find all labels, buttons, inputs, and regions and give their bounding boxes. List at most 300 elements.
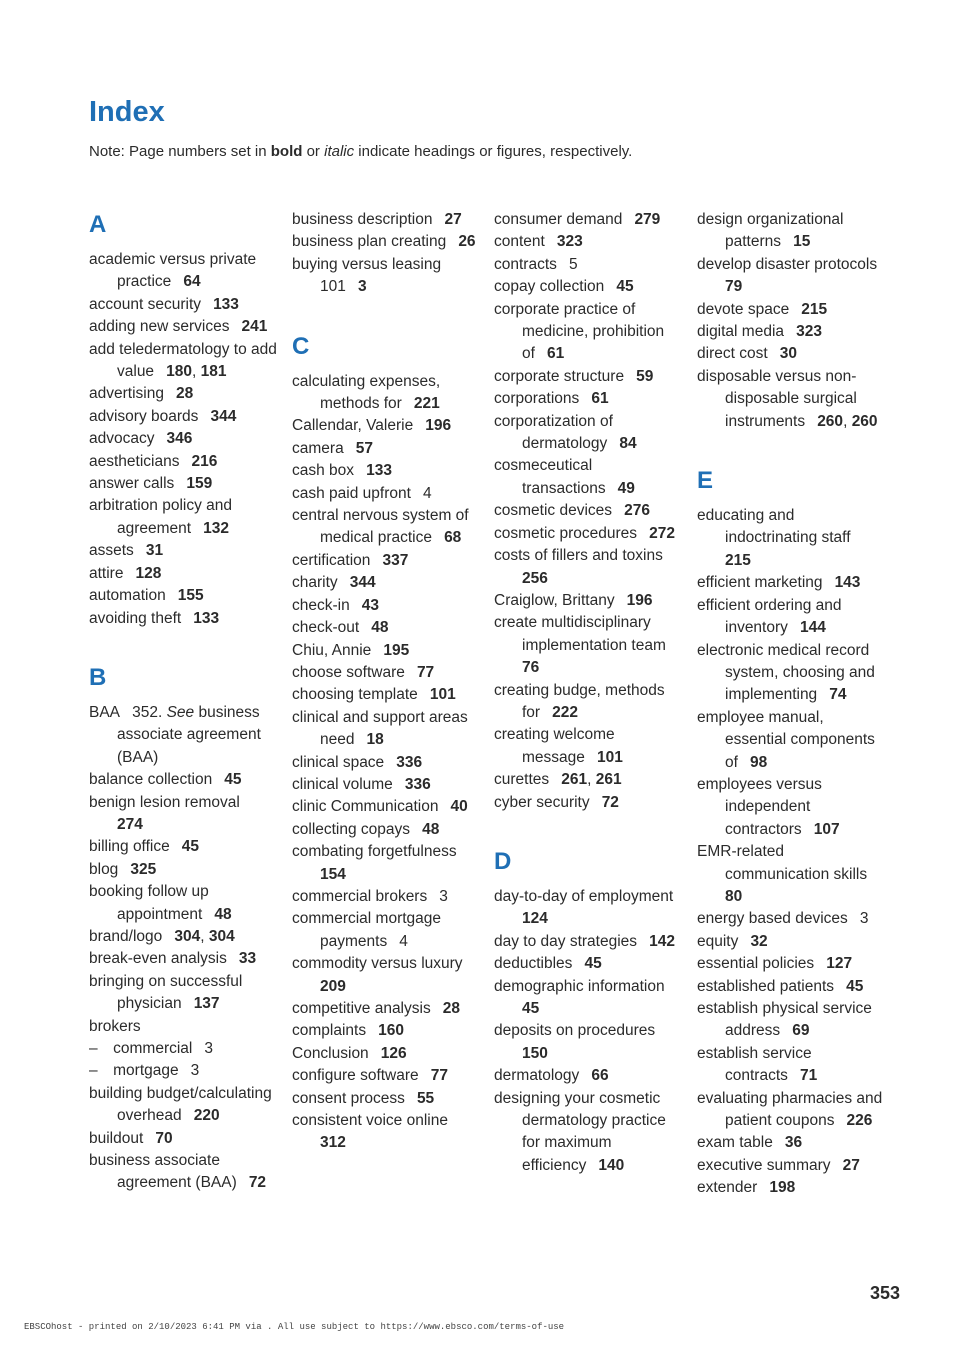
index-entry	[494, 545, 682, 590]
entry-term: billing office	[89, 838, 170, 856]
entry-page-number: 5	[568, 255, 578, 273]
index-entry	[89, 859, 277, 881]
entry-term: blog	[89, 860, 119, 878]
index-entry	[89, 948, 277, 970]
entry-page-number: 77	[430, 1067, 448, 1085]
index-title: Index	[89, 96, 165, 128]
section-letter-c: C	[292, 332, 310, 360]
section-letter-e: E	[697, 467, 714, 495]
entry-term: efficient ordering and inventory	[697, 596, 842, 637]
entry-term: costs of fillers and toxins	[494, 547, 663, 565]
entry-term: commercial mortgage payments	[292, 910, 442, 950]
index-entry	[89, 1128, 277, 1150]
entry-page-number: 304	[174, 927, 201, 945]
index-entry	[494, 523, 682, 545]
see-reference-label: See	[166, 703, 195, 721]
entry-term: advisory boards	[89, 407, 199, 425]
entry-term: academic versus private practice	[89, 251, 257, 291]
entry-page-number: 261	[561, 771, 588, 789]
index-entry	[292, 550, 480, 572]
index-entry	[89, 881, 277, 926]
entry-page-number: 344	[349, 574, 376, 592]
index-entry	[292, 684, 480, 706]
entry-page-number: 3	[859, 910, 869, 928]
entry-term: equity	[697, 932, 739, 950]
entry-term: develop disaster protocols	[697, 255, 878, 273]
entry-page-number: 279	[634, 211, 661, 228]
index-entry	[89, 428, 277, 450]
entry-term: arbitration policy and agreement	[89, 497, 233, 537]
entry-page-number: 45	[584, 955, 602, 973]
entry-page-number: 77	[416, 663, 435, 681]
entry-term: configure software	[292, 1067, 419, 1085]
entry-page-number: 76	[522, 659, 540, 677]
index-entry	[697, 976, 885, 998]
entry-term: cosmetic devices	[494, 502, 613, 520]
footer-notice: EBSCOhost - printed on 2/10/2023 6:41 PM via . All use subject to https://www.ebsco.com/terms-of-use	[24, 1322, 565, 1332]
entry-page-number: 272	[649, 524, 675, 542]
entry-term: electronic medical record system, choosing and implementing	[697, 641, 875, 704]
entry-term: devote space	[697, 300, 790, 318]
entry-page-number: 127	[826, 955, 853, 973]
index-entry	[292, 617, 480, 639]
entry-term: educating and indoctrinating staff	[697, 507, 851, 547]
index-entry	[89, 406, 277, 428]
entry-term: Craiglow, Brittany	[494, 591, 615, 609]
index-entry	[697, 321, 885, 343]
index-entry	[89, 608, 277, 630]
index-entry	[292, 231, 480, 253]
entry-term: check-in	[292, 596, 350, 614]
entry-term: exam table	[697, 1134, 773, 1152]
index-entry	[292, 415, 480, 437]
entry-page-number: 124	[522, 910, 548, 928]
index-entry	[292, 438, 480, 460]
entry-term: creating welcome message	[494, 726, 615, 766]
index-entry	[292, 752, 480, 774]
entry-term: cosmeceutical transactions	[494, 457, 606, 497]
entry-term: create multidisciplinary implementation team	[494, 614, 666, 654]
entry-term: mortgage	[113, 1062, 179, 1080]
entry-page-number: 43	[361, 596, 380, 614]
entry-term: consumer demand	[494, 211, 623, 228]
index-entry	[697, 707, 885, 774]
entry-term: design organizational patterns	[697, 211, 844, 251]
entry-page-number: 126	[380, 1044, 407, 1062]
index-entry	[697, 1132, 885, 1154]
entry-term: add teledermatology to add value	[89, 340, 277, 381]
section-letter-b: B	[89, 663, 107, 691]
index-entry	[292, 908, 480, 953]
entry-page-number: 346	[166, 430, 193, 448]
entry-page-number: 143	[834, 574, 861, 592]
entry-page-number: 241	[241, 318, 268, 336]
entry-term: corporate practice of medicine, prohibition of	[494, 300, 665, 363]
index-entry	[697, 595, 885, 640]
entry-page-number: 48	[371, 619, 389, 637]
entry-page-number: 28	[176, 385, 194, 403]
index-entry	[89, 294, 277, 316]
index-entry	[292, 707, 480, 752]
entry-term: complaints	[292, 1022, 367, 1040]
entry-term: deposits on procedures	[494, 1022, 656, 1040]
index-entry	[89, 971, 277, 1016]
index-entry	[89, 1083, 277, 1128]
entry-term: choose software	[292, 663, 405, 681]
entry-page-number: 45	[616, 278, 634, 296]
entry-term: Chiu, Annie	[292, 641, 372, 659]
entry-page-number: 209	[320, 977, 346, 995]
index-entry	[494, 388, 682, 410]
index-entry	[292, 460, 480, 482]
entry-term: demographic information	[494, 977, 665, 995]
entry-term: clinic Communication	[292, 798, 439, 816]
entry-page-number: 72	[601, 793, 619, 811]
index-entry	[494, 1020, 682, 1065]
entry-term: Conclusion	[292, 1044, 369, 1062]
entry-term: cash box	[292, 462, 355, 480]
entry-page-number: 226	[846, 1112, 873, 1130]
entry-page-number: 150	[522, 1044, 548, 1062]
entry-page-number: 61	[591, 390, 609, 408]
entry-page-number: 133	[193, 609, 220, 627]
index-entry	[494, 724, 682, 769]
entry-term: clinical and support areas need	[292, 708, 468, 749]
entry-term: establish service contracts	[697, 1044, 812, 1085]
entry-page-number: 159	[186, 475, 213, 493]
entry-page-number: 45	[181, 838, 200, 856]
index-entry	[494, 976, 682, 1021]
index-entry	[494, 455, 682, 500]
entry-page-number: 220	[193, 1107, 220, 1125]
index-entry	[697, 908, 885, 930]
index-entry: add teledermatology to add value 180, 181	[89, 340, 277, 381]
entry-term: camera	[292, 439, 344, 457]
entry-page-number: 132	[203, 519, 230, 537]
entry-page-number: 137	[193, 995, 220, 1013]
entry-page-number: 144	[799, 619, 826, 637]
entry-page-number: 323	[556, 233, 583, 251]
index-entry	[494, 231, 682, 253]
entry-term: account security	[89, 295, 201, 313]
index-entry	[292, 1088, 480, 1110]
index-note	[89, 143, 632, 160]
entry-term: combating forgetfulness	[292, 843, 457, 861]
entry-term: employees versus independent contractors	[697, 775, 822, 838]
entry-term: competitive analysis	[292, 1000, 431, 1017]
entry-term: commodity versus luxury	[292, 955, 463, 973]
index-entry	[494, 1088, 682, 1178]
index-entry	[494, 299, 682, 366]
entry-term: clinical volume	[292, 775, 393, 793]
entry-page-number: 59	[636, 367, 654, 385]
entry-page-number: 28	[442, 1000, 461, 1017]
entry-page-number: 64	[183, 273, 201, 291]
index-entry	[292, 505, 480, 550]
entry-page-number: 33	[238, 950, 257, 968]
index-entry	[89, 1016, 277, 1038]
entry-page-number: 160	[378, 1022, 405, 1040]
entry-page-number: 45	[846, 977, 864, 995]
index-entry	[697, 1155, 885, 1177]
index-entry	[697, 640, 885, 707]
entry-term: balance collection	[89, 771, 213, 789]
entry-page-number: 128	[135, 564, 162, 582]
entry-term: buying versus leasing	[292, 255, 442, 273]
index-entry	[292, 953, 480, 998]
entry-term: commercial	[113, 1040, 193, 1057]
entry-page-number: 133	[213, 295, 239, 313]
index-entry	[697, 841, 885, 908]
entry-term: avoiding theft	[89, 609, 182, 627]
entry-page-number: 45	[522, 1000, 540, 1017]
entry-term: choosing template	[292, 686, 418, 704]
entry-term: advocacy	[89, 430, 155, 448]
entry-term: EMR-related communication skills	[697, 843, 868, 883]
entry-page-number: 256	[522, 569, 548, 587]
entry-term: check-out	[292, 619, 360, 637]
entry-term: charity	[292, 574, 338, 592]
index-entry	[494, 792, 682, 814]
entry-term: established patients	[697, 977, 835, 995]
entry-page-number: 74	[829, 686, 847, 704]
entry-page-number: 140	[598, 1156, 625, 1174]
index-entry: brand/logo 304, 304	[89, 927, 235, 945]
index-entry	[697, 1177, 885, 1199]
entry-page-number: 27	[842, 1156, 860, 1174]
index-entry	[697, 1088, 885, 1133]
entry-term: collecting copays	[292, 820, 411, 838]
entry-term: buildout	[89, 1129, 144, 1147]
entry-page-number: 49	[617, 479, 635, 497]
entry-page-number: 55	[416, 1089, 435, 1107]
index-entry	[89, 473, 277, 495]
entry-page-number: 195	[383, 641, 410, 659]
entry-term: energy based devices	[697, 910, 848, 928]
entry-term: cash paid upfront	[292, 484, 411, 502]
entry-term: benign lesion removal	[89, 793, 240, 811]
entry-page-number: 261	[595, 771, 622, 789]
entry-page-number: 4	[422, 484, 432, 502]
entry-page-number: 336	[404, 775, 431, 793]
entry-term: answer calls	[89, 475, 175, 493]
entry-page-number: 72	[248, 1174, 267, 1192]
entry-page-number: 312	[320, 1134, 346, 1152]
section-spacer	[494, 814, 682, 836]
entry-term: break-even analysis	[89, 950, 227, 968]
entry-page-number: 215	[801, 300, 828, 318]
entry-page-number: 61	[547, 345, 565, 363]
index-entry	[89, 451, 277, 473]
entry-term: assets	[89, 542, 134, 560]
entry-term: advertising	[89, 385, 164, 403]
entry-term: day-to-day of employment	[494, 887, 674, 905]
entry-term: corporate structure	[494, 367, 625, 385]
section-letter-d: D	[494, 847, 512, 875]
entry-page-number: 70	[155, 1129, 173, 1147]
index-entry	[89, 1150, 277, 1195]
entry-page-number: 133	[366, 462, 392, 480]
index-entry	[494, 953, 682, 975]
entry-page-number: 27	[444, 211, 462, 228]
entry-page-number: 3	[190, 1062, 200, 1080]
index-entry	[292, 371, 480, 416]
entry-page-number: 198	[769, 1179, 796, 1197]
entry-page-number: 68	[444, 529, 462, 547]
index-entry	[89, 383, 277, 405]
index-entry	[292, 796, 480, 818]
entry-term: copay collection	[494, 278, 605, 296]
entry-term: employee manual, essential components of	[697, 708, 875, 771]
index-entry	[292, 841, 480, 886]
entry-term: creating budge, methods for	[494, 681, 665, 721]
entry-term: disposable versus non-disposable surgical instruments	[697, 367, 857, 430]
entry-term: clinical space	[292, 753, 385, 771]
index-entry	[697, 209, 885, 254]
index-entry	[494, 931, 682, 953]
index-entry	[292, 1020, 480, 1042]
entry-term: business plan creating	[292, 233, 447, 251]
entry-page-number: 344	[210, 407, 237, 425]
entry-term: attire	[89, 564, 124, 582]
index-entry	[89, 585, 277, 607]
entry-term: Callendar, Valerie	[292, 417, 414, 435]
page-number: 353	[869, 1283, 900, 1303]
entry-page-number: 337	[382, 551, 409, 569]
section-spacer	[89, 630, 277, 652]
index-entry	[292, 572, 480, 594]
entry-page-number: 260	[851, 412, 878, 430]
entry-term: business associate agreement (BAA)	[89, 1152, 237, 1192]
entry-page-number: 260	[817, 412, 844, 430]
index-entry	[89, 316, 277, 338]
index-column-3	[494, 209, 682, 1177]
index-entry	[292, 774, 480, 796]
entry-page-number: 80	[725, 887, 743, 905]
index-entry	[494, 1065, 682, 1087]
index-entry	[292, 819, 480, 841]
index-entry	[494, 411, 682, 456]
entry-page-number: 3	[357, 278, 367, 296]
entry-term: commercial brokers	[292, 887, 428, 905]
index-entry	[292, 640, 480, 662]
entry-page-number: 71	[799, 1067, 818, 1085]
entry-term: consistent voice online	[292, 1112, 448, 1130]
entry-term: extender	[697, 1179, 758, 1197]
index-entry: BAA 352. See business associate agreement (BAA)	[89, 703, 261, 766]
note-italic-word: italic	[324, 143, 355, 160]
entry-page-number: 18	[366, 731, 384, 749]
entry-page-number: 196	[425, 417, 452, 435]
entry-page-number: 32	[750, 932, 768, 950]
index-entry	[697, 572, 885, 594]
entry-page-number: 154	[320, 865, 346, 883]
entry-page-number: 48	[422, 820, 440, 838]
note-suffix: indicate headings or figures, respectively.	[354, 143, 633, 160]
entry-page-number: 40	[450, 798, 468, 816]
entry-page-number: 57	[355, 439, 373, 457]
entry-page-number: 101	[429, 686, 456, 704]
entry-term: consent process	[292, 1089, 405, 1107]
entry-term: corporatization of dermatology	[494, 412, 613, 453]
entry-page-number: 142	[649, 932, 675, 950]
entry-page-number: 4	[399, 932, 408, 950]
index-entry	[89, 769, 277, 791]
index-entry	[292, 483, 480, 505]
index-entry	[89, 836, 277, 858]
index-entry	[89, 792, 277, 837]
entry-page-number: 36	[784, 1134, 803, 1152]
note-middle: or	[302, 143, 325, 160]
entry-term: BAA	[89, 703, 121, 721]
entry-term: cosmetic procedures	[494, 524, 638, 542]
index-entry	[292, 998, 480, 1020]
note-bold-word: bold	[270, 143, 303, 160]
entry-page-number: 352	[132, 703, 158, 721]
index-entry	[697, 998, 885, 1043]
entry-term: essential policies	[697, 955, 815, 973]
index-entry	[697, 953, 885, 975]
index-entry	[292, 1043, 480, 1065]
entry-term: designing your cosmetic dermatology practice for maximum efficiency	[494, 1089, 666, 1174]
entry-page-number: 45	[224, 771, 242, 789]
entry-term: calculating expenses, methods for	[292, 372, 441, 413]
index-entry	[292, 254, 480, 299]
entry-term: booking follow up appointment	[89, 883, 209, 923]
index-entry	[292, 595, 480, 617]
index-subentry: – commercial 3	[89, 1040, 214, 1057]
index-entry	[494, 500, 682, 522]
entry-term: contracts	[494, 255, 557, 273]
entry-term: efficient marketing	[697, 574, 823, 592]
entry-page-number: 181	[200, 363, 227, 381]
entry-term: central nervous system of medical practice	[292, 507, 469, 547]
entry-page-number: 216	[191, 452, 218, 470]
entry-term: direct cost	[697, 345, 768, 363]
index-entry	[697, 343, 885, 365]
see-reference-target: business associate agreement (BAA)	[117, 703, 261, 766]
section-spacer	[697, 433, 885, 455]
entry-page-number: 274	[117, 815, 143, 833]
index-entry	[89, 495, 277, 540]
entry-term: certification	[292, 551, 371, 569]
entry-page-number: 79	[725, 278, 743, 296]
entry-page-number: 26	[458, 233, 476, 251]
entry-page-number: 325	[130, 860, 157, 878]
entry-term: day to day strategies	[494, 932, 638, 950]
index-entry	[697, 1043, 885, 1088]
entry-page-number: 180	[166, 363, 192, 381]
index-entry	[292, 662, 480, 684]
entry-term: cyber security	[494, 793, 590, 811]
entry-page-number: 304	[208, 927, 235, 945]
index-entry	[697, 299, 885, 321]
entry-page-number: 222	[552, 703, 579, 721]
index-entry	[89, 540, 277, 562]
entry-page-number: 196	[626, 591, 653, 609]
index-entry	[494, 254, 682, 276]
entry-page-number: 15	[793, 233, 811, 251]
entry-term: business description	[292, 211, 433, 228]
index-entry	[292, 1065, 480, 1087]
entry-term: establish physical service address	[697, 1000, 872, 1040]
entry-page-number: 48	[214, 905, 232, 923]
entry-term: corporations	[494, 390, 580, 408]
index-entry	[292, 886, 480, 908]
entry-page-number: 101	[320, 278, 346, 296]
index-column-4	[697, 209, 885, 1200]
index-entry	[292, 1110, 480, 1155]
